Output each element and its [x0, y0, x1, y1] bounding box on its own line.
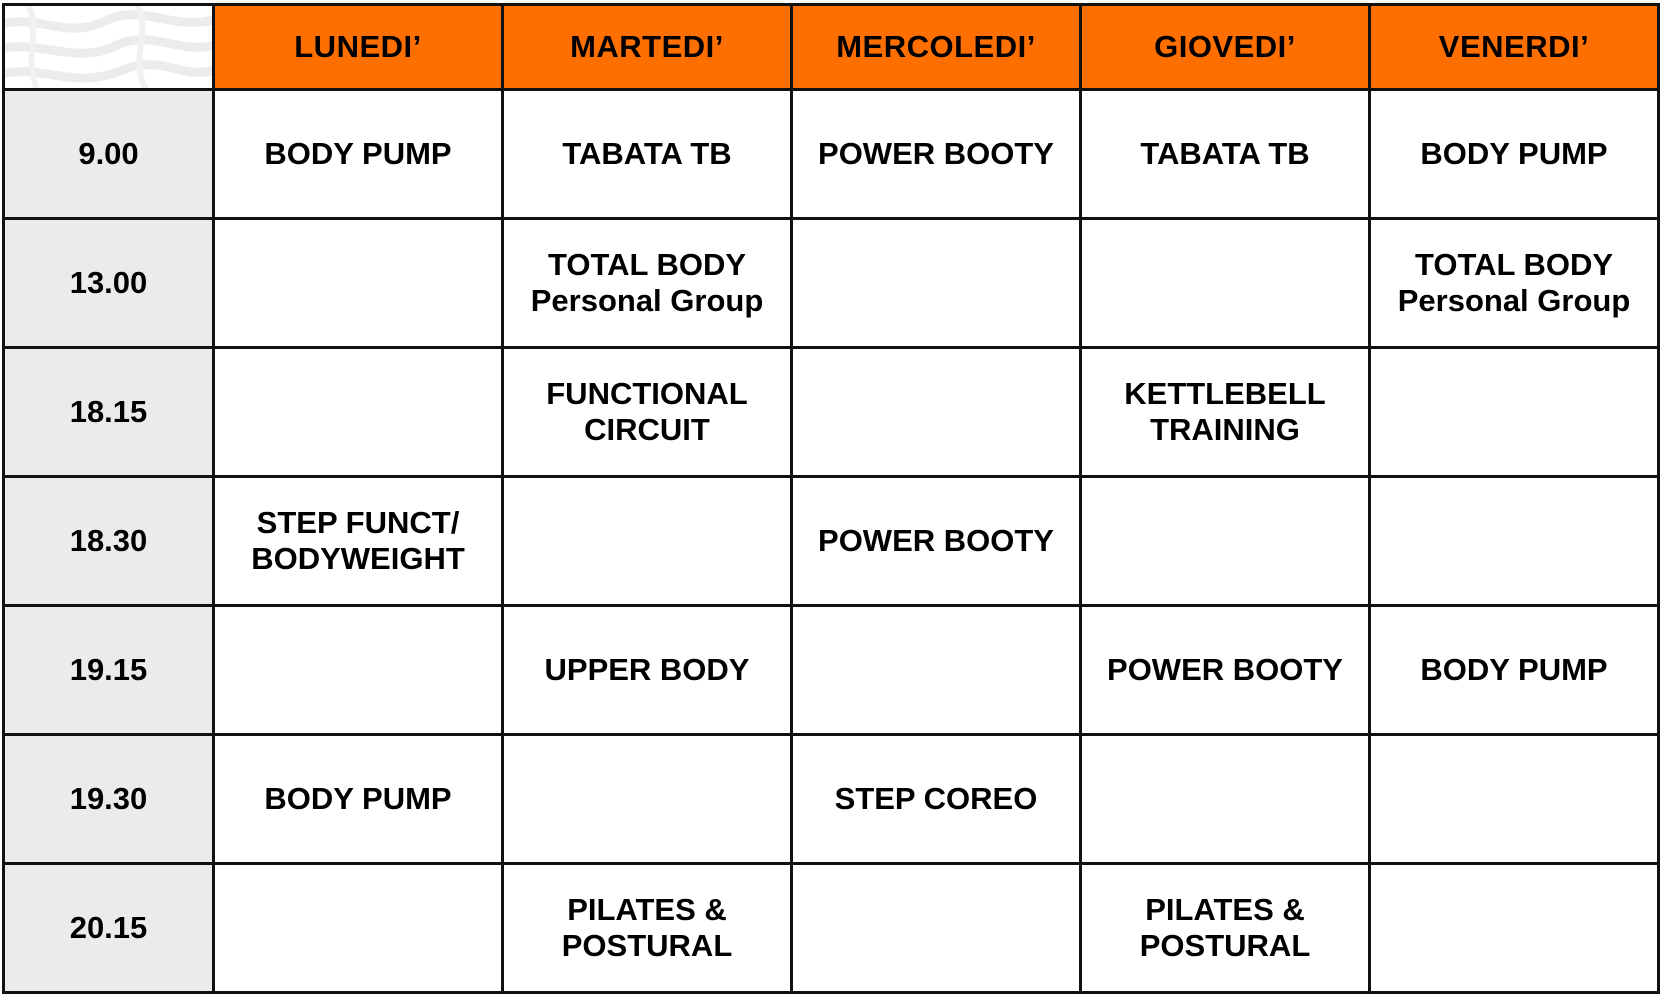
empty-class-cell [1370, 864, 1659, 993]
empty-class-cell [792, 864, 1081, 993]
class-name-line: TABATA TB [1140, 136, 1310, 171]
class-cell [1370, 219, 1659, 348]
class-name-line: BODY PUMP [1420, 136, 1608, 171]
empty-class-cell [1370, 348, 1659, 477]
empty-class-cell [214, 606, 503, 735]
weekly-schedule-table [2, 3, 1660, 994]
time-slot-row [4, 864, 1659, 993]
class-name-line: POSTURAL [561, 928, 733, 963]
class-name-line: BODY PUMP [264, 136, 452, 171]
class-cell [503, 864, 792, 993]
class-name-line: POWER BOOTY [818, 136, 1054, 171]
class-name-line: STEP COREO [834, 781, 1038, 816]
class-name-line: STEP FUNCT/ [256, 505, 460, 540]
empty-class-cell [1370, 477, 1659, 606]
class-name-line: PILATES & [1145, 892, 1305, 927]
class-name-line: POWER BOOTY [1107, 652, 1343, 687]
time-cell: 20.15 [4, 864, 214, 993]
class-cell [503, 606, 792, 735]
time-cell: 19.30 [4, 735, 214, 864]
empty-class-cell [503, 735, 792, 864]
time-cell: 19.15 [4, 606, 214, 735]
class-name-line: TOTAL BODY [547, 247, 747, 282]
class-name-line: Personal Group [530, 283, 764, 318]
time-cell: 9.00 [4, 90, 214, 219]
empty-class-cell [214, 348, 503, 477]
day-header-row [4, 5, 1659, 90]
class-cell [503, 348, 792, 477]
schedule-body [4, 90, 1659, 993]
empty-class-cell [1081, 477, 1370, 606]
class-cell [1370, 606, 1659, 735]
class-name-line: TABATA TB [562, 136, 732, 171]
empty-class-cell [792, 219, 1081, 348]
class-name-line: CIRCUIT [584, 412, 710, 447]
class-name-line: TOTAL BODY [1414, 247, 1614, 282]
empty-class-cell [1370, 735, 1659, 864]
day-header-1: LUNEDI’ [214, 5, 503, 90]
class-name-line: BODY PUMP [1420, 652, 1608, 687]
time-cell: 13.00 [4, 219, 214, 348]
class-name-line: UPPER BODY [544, 652, 750, 687]
empty-class-cell [503, 477, 792, 606]
empty-class-cell [1081, 735, 1370, 864]
class-name-line: TRAINING [1150, 412, 1300, 447]
zebra-pattern-icon [5, 6, 212, 88]
class-cell [792, 477, 1081, 606]
class-name-line: KETTLEBELL [1124, 376, 1326, 411]
class-cell [1081, 606, 1370, 735]
class-name-line: Personal Group [1397, 283, 1631, 318]
corner-pattern-cell [4, 5, 214, 90]
class-cell [214, 735, 503, 864]
class-name-line: BODYWEIGHT [251, 541, 465, 576]
time-slot-row [4, 606, 1659, 735]
class-cell [792, 735, 1081, 864]
day-header-5: VENERDI’ [1370, 5, 1659, 90]
class-cell [1370, 90, 1659, 219]
class-name-line: FUNCTIONAL [546, 376, 748, 411]
class-cell [503, 90, 792, 219]
empty-class-cell [792, 348, 1081, 477]
time-slot-row [4, 477, 1659, 606]
empty-class-cell [214, 864, 503, 993]
time-cell: 18.15 [4, 348, 214, 477]
time-slot-row [4, 735, 1659, 864]
class-cell [1081, 90, 1370, 219]
empty-class-cell [792, 606, 1081, 735]
class-cell [503, 219, 792, 348]
time-slot-row [4, 219, 1659, 348]
class-cell [1081, 864, 1370, 993]
day-header-3: MERCOLEDI’ [792, 5, 1081, 90]
time-cell: 18.30 [4, 477, 214, 606]
class-cell [214, 90, 503, 219]
class-name-line: POWER BOOTY [818, 523, 1054, 558]
time-slot-row [4, 90, 1659, 219]
class-cell [1081, 348, 1370, 477]
empty-class-cell [1081, 219, 1370, 348]
day-header-2: MARTEDI’ [503, 5, 792, 90]
class-name-line: POSTURAL [1139, 928, 1311, 963]
class-cell [792, 90, 1081, 219]
class-name-line: BODY PUMP [264, 781, 452, 816]
time-slot-row [4, 348, 1659, 477]
class-cell [214, 477, 503, 606]
empty-class-cell [214, 219, 503, 348]
class-name-line: PILATES & [567, 892, 727, 927]
day-header-4: GIOVEDI’ [1081, 5, 1370, 90]
